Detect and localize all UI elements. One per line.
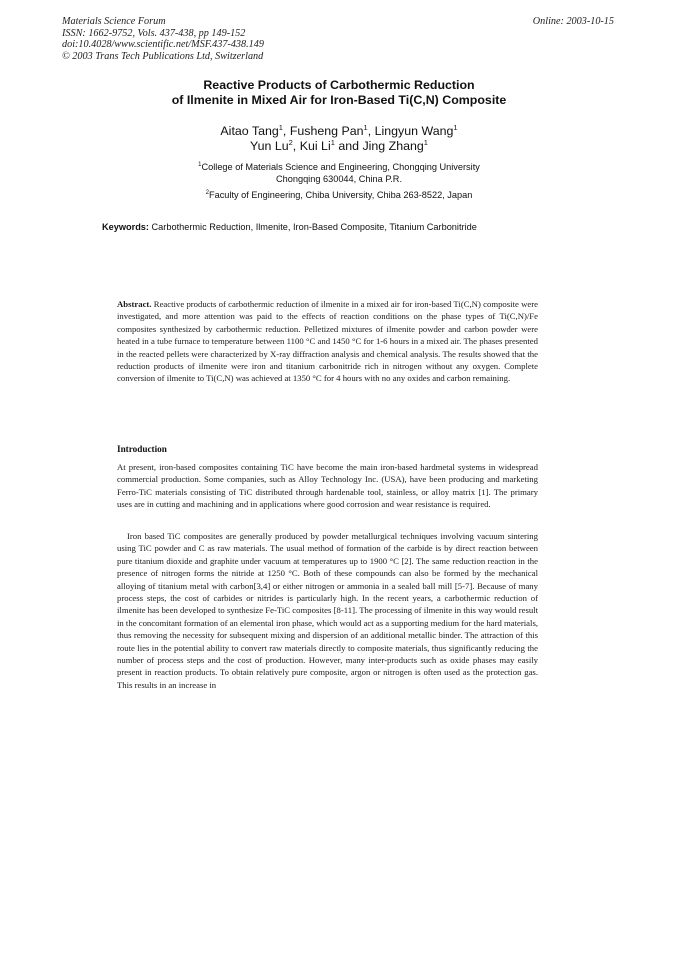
- title-line-2: of Ilmenite in Mixed Air for Iron-Based Ti(C,N) Composite: [171, 92, 507, 107]
- author-name: Jing Zhang: [362, 138, 424, 153]
- paper-title: [100, 78, 578, 107]
- intro-paragraph-2: Iron based TiC composites are generally produced by powder metallurgical techniques involving vacuum sintering using TiC powder and C as raw materials. The usual method of formation of the carbide is by direct reaction between pure titanium dioxide and graphite under vacuum at temperatures up to 1900 °C [2]. The same reduction reaction in the presence of nitrogen forms the nitride at 1250 °C. Both of these compounds can also be formed by the mechanical alloying of titanium metal with carbon[3,4] or either nitrogen or ammonia in a sealed ball mill [5-7]. Because of many process steps, the cost of carbides or nitrides is particularly high. In the recent years, a carbothermic reduction of ilmenite has been developed to synthesize Fe-TiC composites [8-11]. The processing of ilmenite in this way would result in the concomitant formation of an elemental iron phase, which would act as a supporting medium for the hard materials, thus removing the necessity for subsequent mixing and dispersion of an additional metallic binder. The attraction of this route lies in the potential ability to convert raw materials directly to composite materials, thus significantly reducing the number of process steps and the cost of production. However, many inter-products such as oxide phases may easily present in reaction products. To obtain relatively pure composite, argon or nitrogen is often used as the protection gas. This results in an increase in: [117, 531, 538, 690]
- author-affiliation-mark: 1: [453, 123, 458, 132]
- copyright-line: © 2003 Trans Tech Publications Ltd, Switzerland: [62, 50, 264, 62]
- author-name: Lingyun Wang: [374, 124, 454, 138]
- doi-line: doi:10.4028/www.scientific.net/MSF.437-438.149: [62, 39, 264, 51]
- journal-header: [62, 16, 264, 62]
- author-affiliation-mark: 1: [363, 123, 368, 132]
- author-list: [100, 124, 578, 153]
- author-affiliation-mark: 2: [288, 137, 293, 147]
- affiliation-2: $^2$Faculty of Engineering, Chiba University, Chiba 263-8522, Japan: [205, 190, 473, 200]
- author-name: Fusheng Pan: [289, 124, 364, 138]
- author-name: Yun Lu: [250, 138, 289, 153]
- author-line-2: Yun Lu$^2$, Kui Li$^1$ and Jing Zhang$^1$: [250, 137, 428, 153]
- online-date: Online: 2003-10-15: [532, 16, 614, 27]
- author-affiliation-mark: 1: [423, 137, 428, 147]
- journal-name: Materials Science Forum: [62, 16, 166, 27]
- affiliation-1: $^1$College of Materials Science and Engineering, Chongqing University Chongqing 630044, China P.R.: [198, 162, 480, 184]
- section-heading: Introduction: [117, 444, 167, 454]
- keywords-text: Carbothermic Reduction, Ilmenite, Iron-Based Composite, Titanium Carbonitride: [151, 222, 477, 232]
- keywords-label: Keywords:: [102, 222, 149, 232]
- issn-line: ISSN: 1662-9752, Vols. 437-438, pp 149-152: [62, 27, 246, 39]
- keywords: [102, 222, 602, 233]
- abstract-text: Reactive products of carbothermic reduction of ilmenite in a mixed air for iron-based Ti(C,N) composite were investigated, and more attention was paid to the effects of reaction conditions on the phase types of Ti(C,N)/Fe composites synthesized by carbothermic reduction. Pelletized mixtures of ilmenite powder and carbon powder were heated in a tube furnace to temperature between 1100 °C and 1450 °C for 1-6 hours in a mixed air. The phases presented in the reacted pellets were characterized by X-ray diffraction analysis and chemical analysis. The results showed that the reduction products of ilmenite were iron and titanium carbonitride rich in nitrogen without any oxygen. Complete conversion of ilmenite to Ti(C,N) was achieved at 1350 °C for 4 hours with no any oxides and carbon remaining.: [117, 299, 538, 384]
- author-line-1: Aitao Tang$^1$, Fusheng Pan$^1$, Lingyun Wang$^1$: [220, 123, 458, 138]
- author-name: Kui Li: [299, 138, 331, 153]
- intro-paragraph-1: At present, iron-based composites containing TiC have become the main iron-based hardmetal systems in widespread commercial production. Some companies, such as Alloy Technology Inc. (USA), have been producing and marketing Ferro-TiC materials consisting of TiC distributed through hardenable tool, stainless, or alloy matrix [1]. The primary uses are in cutting and machining and in applications where good corrosion and wear resistance is required.: [117, 462, 538, 510]
- title-line-1: Reactive Products of Carbothermic Reduction: [203, 78, 475, 92]
- author-affiliation-mark: 1: [278, 123, 283, 132]
- abstract: [117, 298, 538, 385]
- author-affiliation-mark: 1: [330, 137, 335, 147]
- author-name: Aitao Tang: [220, 124, 279, 138]
- abstract-label: Abstract.: [117, 299, 152, 309]
